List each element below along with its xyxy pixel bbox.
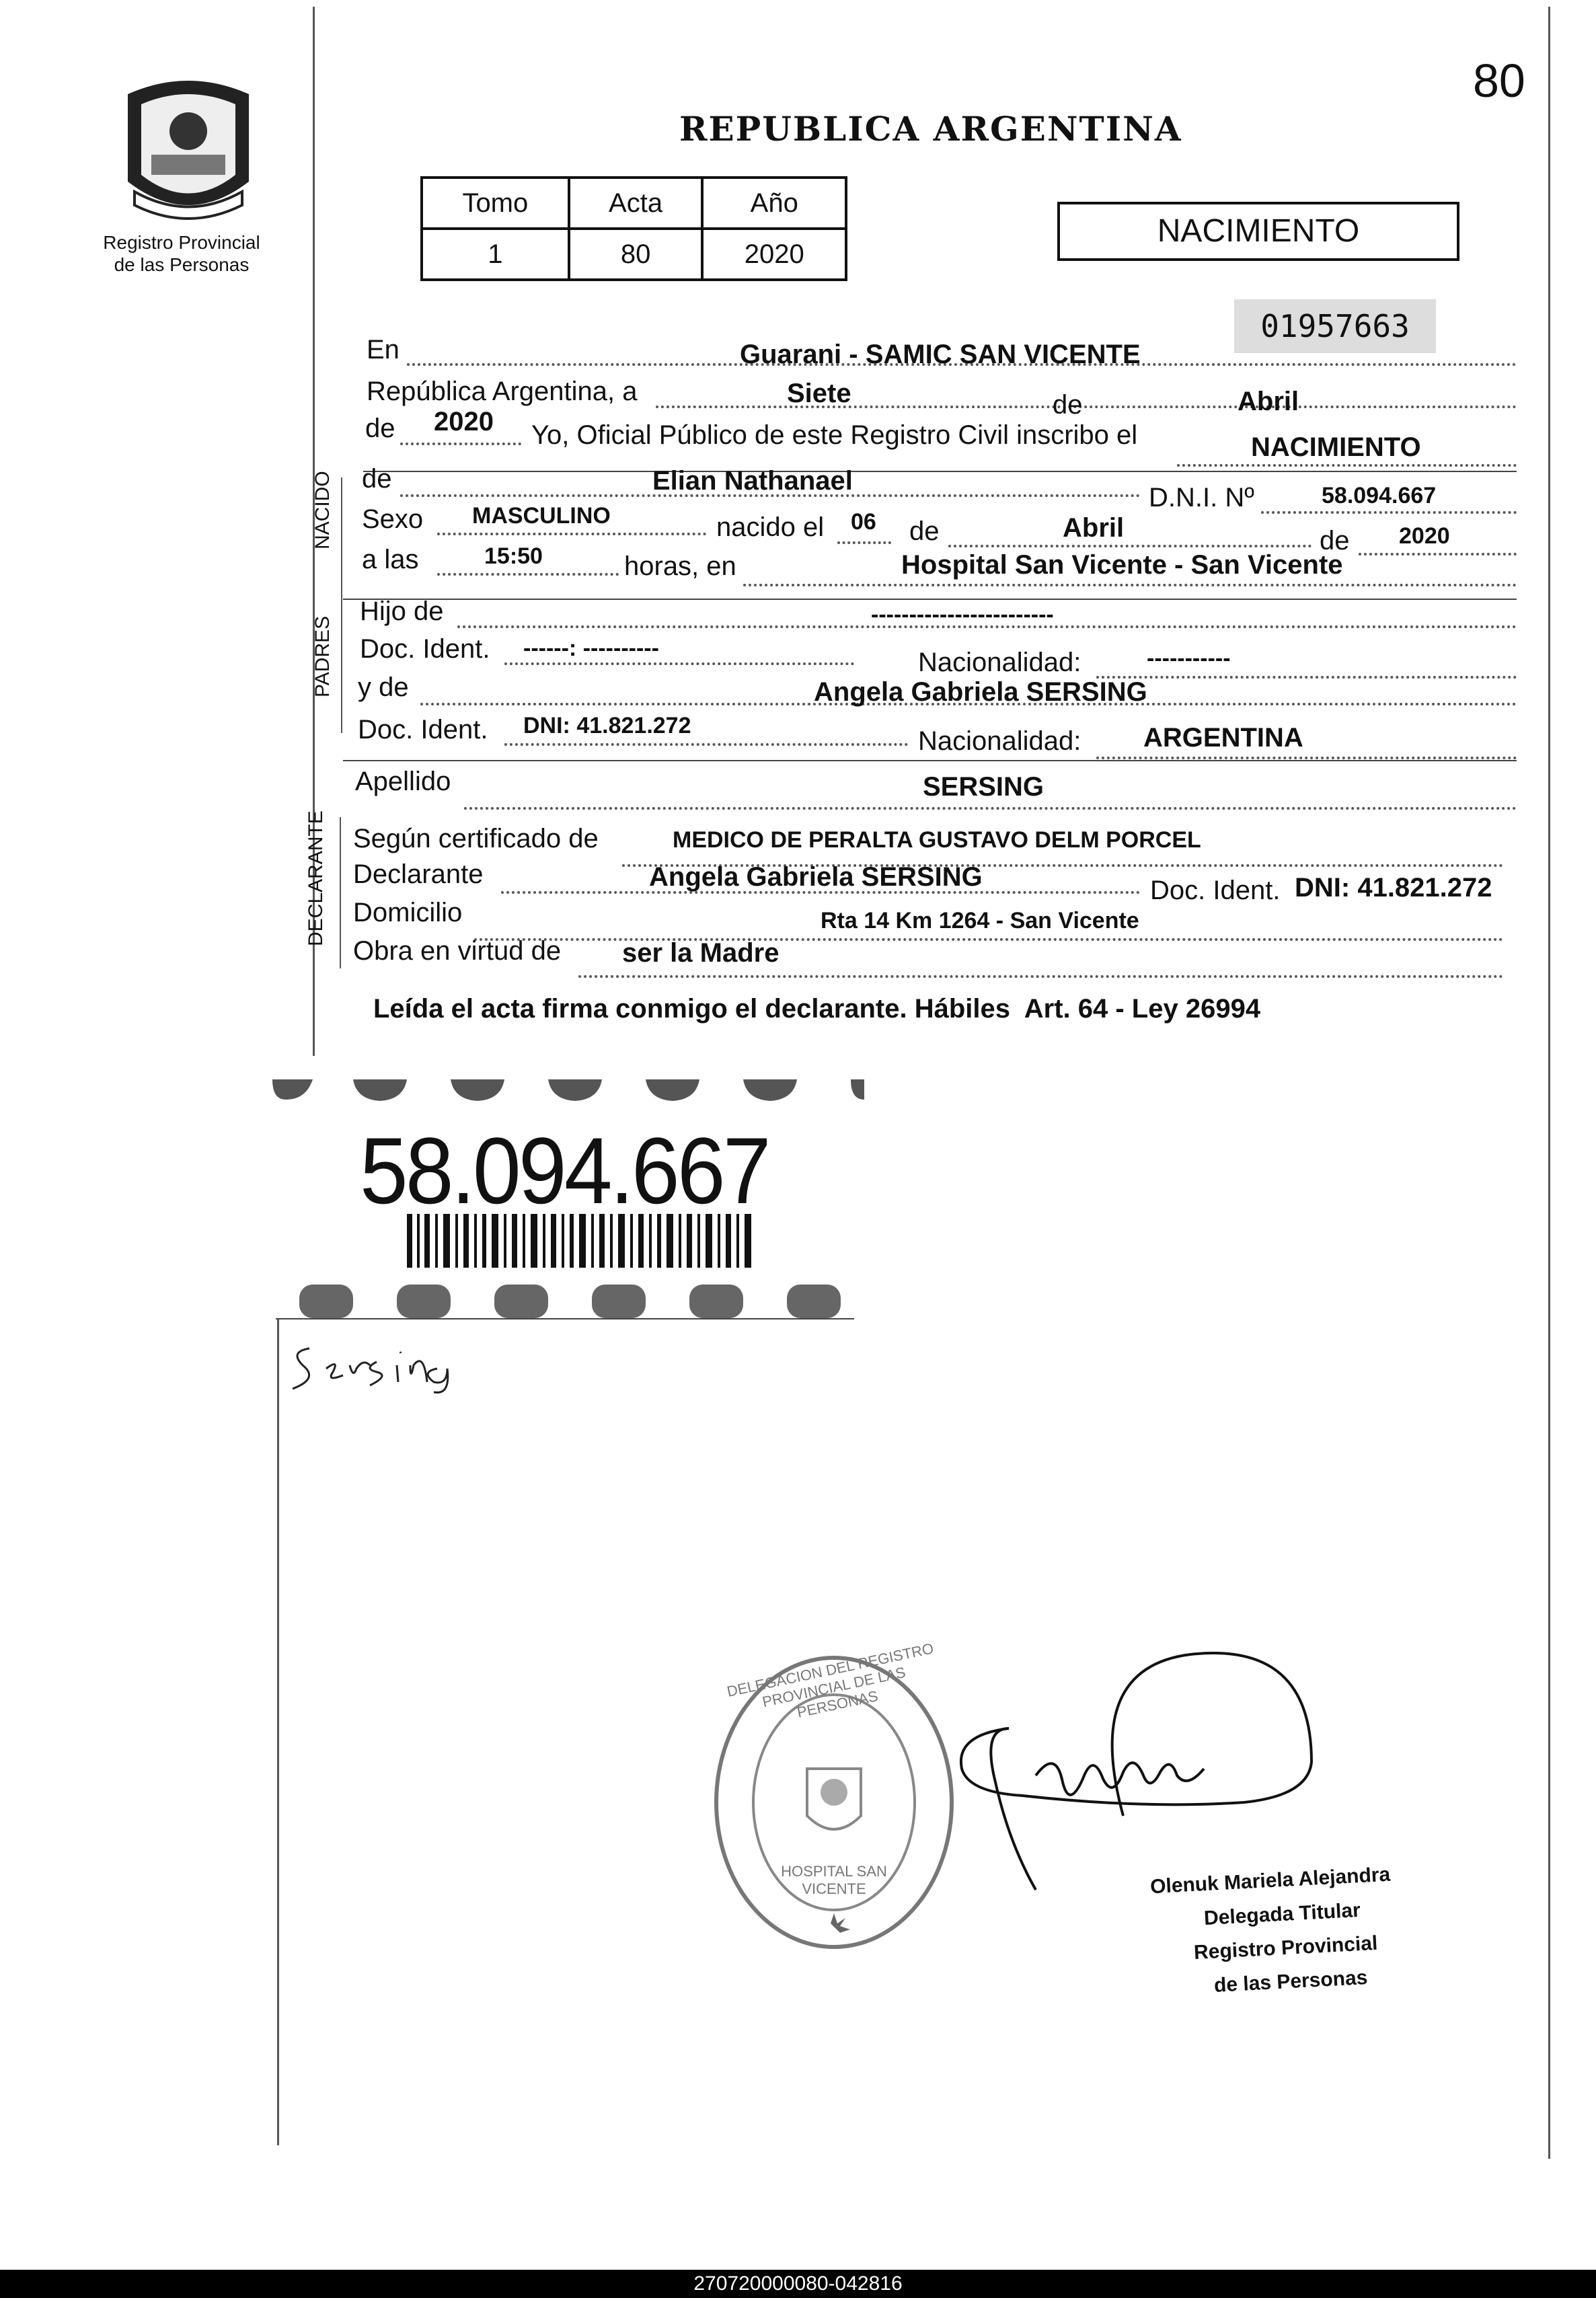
day-value: Siete — [787, 379, 851, 408]
dotted-line — [837, 541, 891, 544]
de-label: de — [1053, 390, 1083, 420]
footer-code: 270720000080-042816 — [0, 2270, 1596, 2298]
domicilio-value: Rta 14 Km 1264 - San Vicente — [821, 908, 1139, 933]
handwriting-icon — [289, 1328, 464, 1402]
padres-section-label: PADRES — [311, 615, 334, 697]
handwritten-signature-1 — [289, 1328, 464, 1402]
dotted-line — [504, 743, 908, 746]
acta-header: Acta — [569, 178, 703, 229]
de-label: de — [365, 414, 395, 443]
padres-bracket — [341, 592, 342, 733]
nacido-de-label: de — [362, 464, 392, 494]
officer-org-2: de las Personas — [1213, 1966, 1369, 1997]
father-nat-label: Nacionalidad: — [918, 648, 1081, 677]
sexo-value: MASCULINO — [472, 503, 611, 529]
de-label-3: de — [1320, 526, 1350, 556]
closing-text: Leída el acta firma conmigo el declarante. Hábiles Art. 64 - Ley 26994 — [373, 994, 1261, 1024]
dni-label: D.N.I. Nº — [1149, 483, 1254, 512]
seal-ring-text: DELEGACION DEL REGISTRO PROVINCIAL DE LAS PERSONAS — [725, 1640, 936, 1721]
apellido-label: Apellido — [355, 767, 451, 796]
dni-value: 58.094.667 — [1322, 483, 1437, 508]
child-name-value: Elian Nathanael — [652, 466, 853, 496]
dotted-line — [1096, 757, 1517, 759]
y-de-label: y de — [358, 673, 409, 702]
divider — [343, 599, 1517, 600]
apellido-value: SERSING — [923, 772, 1044, 802]
dotted-line — [1359, 553, 1517, 556]
year-value: 2020 — [434, 407, 494, 436]
ano-header: Año — [702, 178, 846, 229]
officer-name: Olenuk Mariela Alejandra — [1149, 1863, 1391, 1899]
dotted-line — [948, 545, 1312, 547]
domicilio-label: Domicilio — [353, 898, 463, 927]
dni-sticker — [272, 1073, 864, 1322]
dotted-line — [1261, 511, 1517, 514]
dotted-line — [504, 662, 854, 665]
dotted-line — [437, 573, 619, 576]
ano-value: 2020 — [702, 229, 846, 280]
acta-type-value: NACIMIENTO — [1251, 432, 1421, 462]
left-margin-line-lower — [277, 1318, 279, 2145]
province-logo — [114, 67, 262, 229]
birth-year-value: 2020 — [1399, 523, 1450, 549]
officer-org-1: Registro Provincial — [1193, 1931, 1379, 1964]
nacido-section-label: NACIDO — [311, 471, 334, 549]
tomo-header: Tomo — [422, 178, 569, 229]
declarante-label: Declarante — [353, 859, 484, 889]
acta-value: 80 — [569, 229, 703, 280]
birth-month-value: Abril — [1063, 513, 1125, 543]
shield-emblem-icon — [114, 67, 262, 229]
page-number: 80 — [1473, 54, 1525, 107]
en-value: Guarani - SAMIC SAN VICENTE — [740, 340, 1141, 369]
certificado-value: MEDICO DE PERALTA GUSTAVO DELM PORCEL — [673, 827, 1201, 853]
declarante-bracket — [340, 817, 341, 968]
dotted-line — [1177, 464, 1517, 467]
father-doc-label: Doc. Ident. — [360, 634, 490, 664]
dotted-line — [437, 533, 706, 535]
country-title: REPUBLICA ARGENTINA — [679, 109, 1182, 149]
officer-title: Delegada Titular — [1203, 1899, 1361, 1930]
hijo-de-label: Hijo de — [360, 597, 444, 626]
dotted-line — [656, 406, 1517, 408]
divider — [343, 760, 1517, 761]
declarante-section-label: DECLARANTE — [305, 810, 327, 946]
sticker-dni-number: 58.094.667 — [360, 1118, 769, 1223]
father-doc-value: ------: ---------- — [523, 636, 659, 661]
serial-number: 01957663 — [1234, 299, 1436, 353]
mother-doc-label: Doc. Ident. — [358, 715, 488, 744]
divider — [363, 471, 1517, 472]
month-value: Abril — [1238, 387, 1299, 416]
republica-label: República Argentina, a — [367, 377, 638, 406]
a-las-label: a las — [362, 545, 419, 574]
seal-inner-text: HOSPITAL SAN VICENTE — [781, 1863, 887, 1897]
declarante-doc-label: Doc. Ident. — [1150, 876, 1281, 905]
declarante-doc-value: DNI: 41.821.272 — [1295, 873, 1492, 903]
dotted-line — [578, 975, 1503, 978]
horas-label: horas, en — [624, 551, 736, 581]
registry-table — [420, 176, 847, 281]
declarante-value: Angela Gabriela SERSING — [649, 862, 983, 892]
time-value: 15:50 — [484, 543, 543, 569]
obra-label: Obra en virtud de — [353, 936, 562, 966]
nacido-bracket — [341, 477, 342, 599]
de-label-2: de — [909, 516, 940, 546]
logo-caption-2: de las Personas — [114, 254, 250, 275]
dotted-line — [1096, 676, 1517, 679]
mother-nat-value: ARGENTINA — [1143, 723, 1303, 753]
sticker-bottom-line — [276, 1318, 854, 1319]
nacido-el-label: nacido el — [716, 512, 825, 542]
mother-doc-value: DNI: 41.821.272 — [523, 713, 691, 738]
father-nat-value: ----------- — [1147, 646, 1231, 671]
tomo-value: 1 — [422, 229, 569, 280]
dotted-line — [743, 584, 1517, 586]
mother-name-value: Angela Gabriela SERSING — [814, 677, 1147, 707]
dotted-line — [464, 807, 1517, 810]
oficial-text: Yo, Oficial Público de este Registro Civil inscribo el — [531, 420, 1138, 450]
sexo-label: Sexo — [362, 504, 424, 534]
dotted-line — [400, 443, 521, 445]
logo-caption-1: Registro Provincial — [103, 232, 260, 253]
en-label: En — [367, 335, 400, 365]
doc-type-box: NACIMIENTO — [1057, 202, 1459, 261]
obra-value: ser la Madre — [622, 938, 780, 968]
official-seal — [706, 1640, 962, 1957]
mother-nat-label: Nacionalidad: — [918, 726, 1081, 756]
father-value: ------------------------ — [871, 602, 1054, 627]
birth-place-value: Hospital San Vicente - San Vicente — [901, 550, 1343, 580]
birth-day-value: 06 — [851, 509, 876, 535]
right-margin-line — [1548, 7, 1550, 2159]
certificado-label: Según certificado de — [353, 824, 599, 853]
